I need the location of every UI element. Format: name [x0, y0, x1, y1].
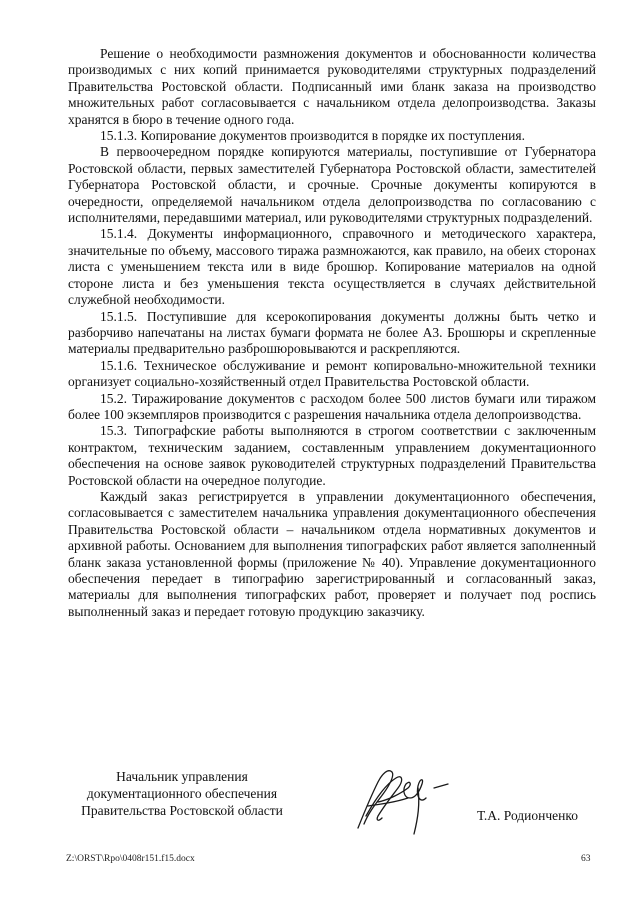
handwritten-signature-icon: [348, 758, 460, 840]
paragraph-order-registration: Каждый заказ регистрируется в управлении документационного обеспечения, согласовывается с заместителем начальника управления документационного обеспечения Правительства Ростовской области – начальником отдела нормативных документов и архивной работы. Основанием для выполнения типографских работ является заполненный бланк заказа установленной формы (приложение № 40). Управление документационного обеспечения передает в типографию зарегистрированный и согласованный заказ, материалы для выполнения типографских работ, проверяет и получает под роспись выполненный заказ и передает готовую продукцию заказчику.: [68, 488, 596, 619]
document-body: [68, 46, 596, 620]
signer-name: Т.А. Родионченко: [477, 808, 578, 823]
paragraph-15-3: 15.3. Типографские работы выполняются в строгом соответствии с заключенным контрактом, техническим заданием, составленным управлением документационного обеспечения на основе заявок руководителей структурных подразделений Правительства Ростовской области на очередное полугодие.: [68, 423, 596, 488]
paragraph-15-1-6: 15.1.6. Техническое обслуживание и ремонт копировально-множительной техники организует социально-хозяйственный отдел Правительства Ростовской области.: [68, 357, 596, 390]
footer-file-path: Z:\ORST\Rpo\0408r151.f15.docx: [66, 854, 195, 864]
paragraph-15-1-4: 15.1.4. Документы информационного, справочного и методического характера, значительные по объему, массового тиража размножаются, как правило, на обеих сторонах листа с уменьшением текста или в виде брошюр. Копирование материалов на одной стороне листа и без уменьшения текста осуществляется в случаях действительной служебной необходимости.: [68, 226, 596, 308]
paragraph-priority-copying: В первоочередном порядке копируются материалы, поступившие от Губернатора Ростовской области, первых заместителей Губернатора Ростовской области, заместителей Губернатора Ростовской области, и срочные. Срочные документы копируются в очередности, определяемой начальником отдела делопроизводства по согласованию с исполнителями, передавшими материал, или руководителями структурных подразделений.: [68, 144, 596, 226]
paragraph-15-1-5: 15.1.5. Поступившие для ксерокопирования документы должны быть четко и разборчиво напечатаны на листах бумаги формата не более А3. Брошюры и скрепленные материалы предварительно разброшюровываются и раскрепляются.: [68, 308, 596, 357]
signature-title-block: [64, 768, 300, 819]
paragraph-decision: Решение о необходимости размножения документов и обоснованности количества производимых с них копий принимается руководителями структурных подразделений Правительства Ростовской области. Подписанный ими бланк заказа на производство множительных работ согласовывается с начальником отдела делопроизводства. Заказы хранятся в бюро в течение одного года.: [68, 46, 596, 127]
signer-title-line-2: документационного обеспечения: [86, 786, 278, 801]
page-number: 63: [581, 854, 591, 864]
signer-title-line-1: Начальник управления: [116, 769, 248, 784]
signer-title-line-3: Правительства Ростовской области: [81, 803, 283, 818]
paragraph-15-2: 15.2. Тиражирование документов с расходом более 500 листов бумаги или тиражом более 100 экземпляров производится с разрешения начальника отдела делопроизводства.: [68, 390, 596, 422]
paragraph-15-1-3: 15.1.3. Копирование документов производится в порядке их поступления.: [100, 128, 525, 144]
